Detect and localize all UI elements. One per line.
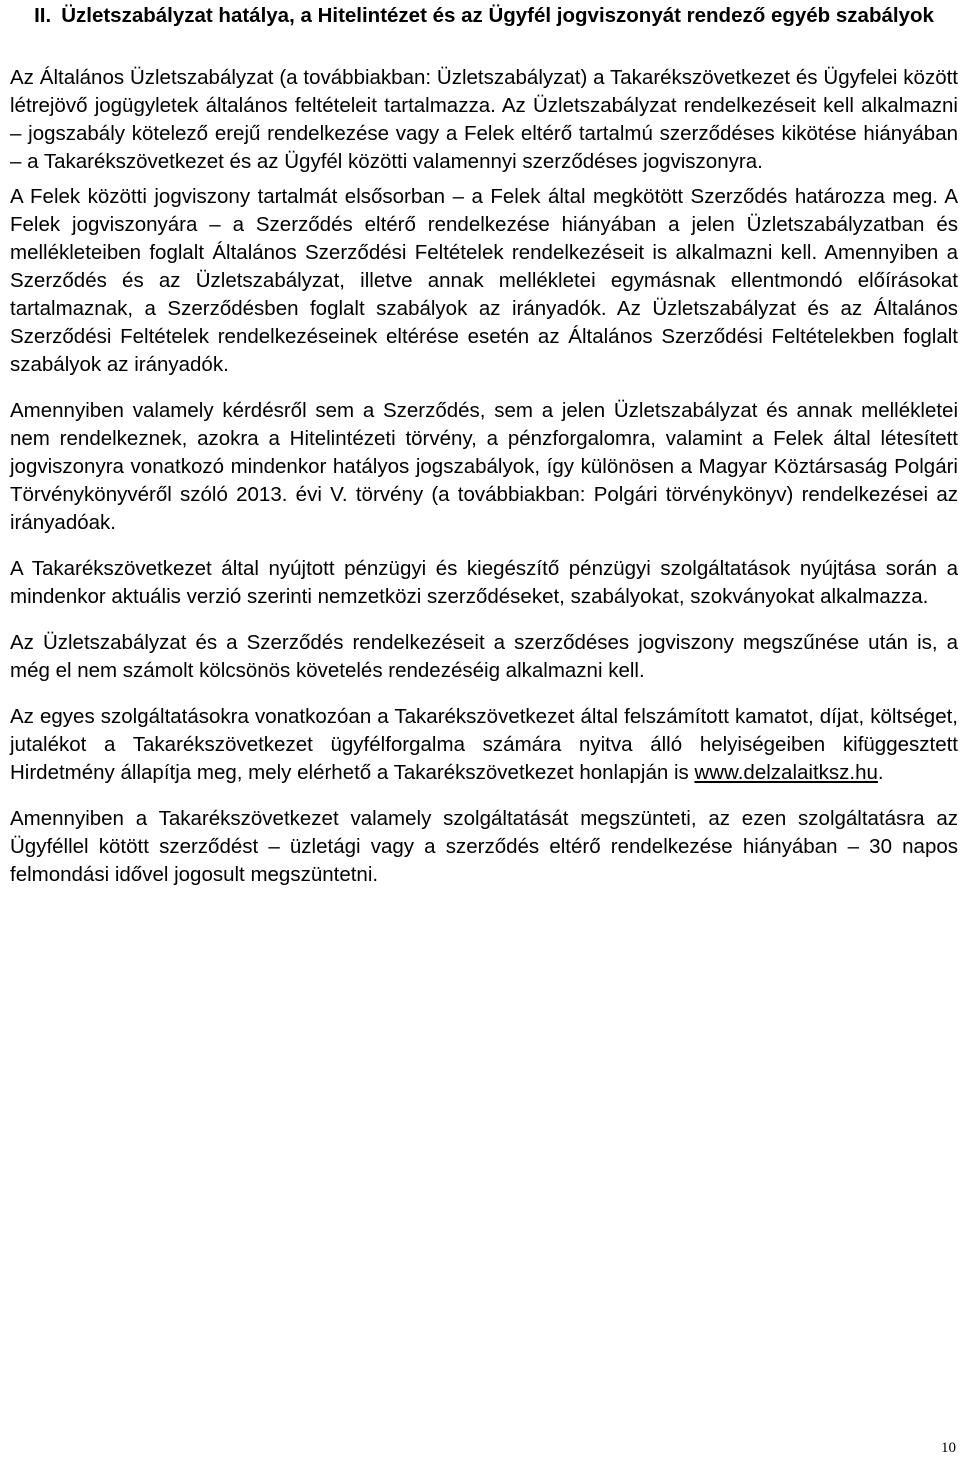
section-number: II. [34, 4, 52, 27]
page-number: 10 [941, 1440, 956, 1456]
paragraph-service-termination: Amennyiben a Takarékszövetkezet valamely szolgáltatását megszünteti, az ezen szolgáltatásra az Ügyféllel kötött szerződést – üzletági vagy a szerződés eltérő rendelkezése hiányában – 30 napos felmondási idővel jogosult megszüntetni. [10, 807, 958, 886]
section-heading [10, 2, 958, 30]
paragraph-after-termination: Az Üzletszabályzat és a Szerződés rendelkezéseit a szerződéses jogviszony megszűnése után is, a még el nem számolt kölcsönös követelés rendezéséig alkalmazni kell. [10, 631, 958, 682]
fees-text-end: . [877, 761, 884, 784]
paragraph-contract-priority: A Felek közötti jogviszony tartalmát elsősorban – a Felek által megkötött Szerződés határozza meg. A Felek jogviszonyára – a Szerződés eltérő rendelkezése hiányában a jelen Üzletszabályzatban és mellékleteiben foglalt Általános Szerződési Feltételek rendelkezéseit is alkalmazni kell. Amennyiben a Szerződés és az Üzletszabályzat, illetve annak mellékletei egymásnak ellentmondó előírásokat tartalmaznak, a Szerződésben foglalt szabályok az irányadók. Az Üzletszabályzat és az Általános Szerződési Feltételek rendelkezéseinek eltérése esetén az Általános Szerződési Feltételekben foglalt szabályok az irányadók. [10, 185, 958, 376]
fees-text: Az egyes szolgáltatásokra vonatkozóan a Takarékszövetkezet által felszámított kamatot, díjat, költséget, jutalékot a Takarékszövetkezet ügyfélforgalma számára nyitva álló helyiségeiben kifüggesztett Hirdetmény állapítja meg, mely elérhető a Takarékszövetkezet honlapján is [10, 705, 958, 784]
paragraph-fees-announcement [10, 703, 958, 787]
paragraph-international-rules: A Takarékszövetkezet által nyújtott pénzügyi és kiegészítő pénzügyi szolgáltatások nyújtása során a mindenkor aktuális verzió szerinti nemzetközi szerződéseket, szabályokat, szokványokat alkalmazza. [10, 557, 958, 608]
section-title: Üzletszabályzat hatálya, a Hitelintézet és az Ügyfél jogviszonyát rendező egyéb szabályok [61, 4, 934, 27]
paragraph-scope: Az Általános Üzletszabályzat (a továbbiakban: Üzletszabályzat) a Takarékszövetkezet és Ügyfelei között létrejövő jogügyletek általános feltételeit tartalmazza. Az Üzletszabályzat rendelkezéseit kell alkalmazni – jogszabály kötelező erejű rendelkezése vagy a Felek eltérő tartalmú szerződéses kikötése hiányában – a Takarékszövetkezet és az Ügyfél közötti valamennyi szerződéses jogviszonyra. [10, 66, 958, 173]
paragraph-applicable-law: Amennyiben valamely kérdésről sem a Szerződés, sem a jelen Üzletszabályzat és annak mellékletei nem rendelkeznek, azokra a Hitelintézeti törvény, a pénzforgalomra, valamint a Felek által létesített jogviszonyra vonatkozó mindenkor hatályos jogszabályok, így különösen a Magyar Köztársaság Polgári Törvénykönyvéről szóló 2013. évi V. törvény (a továbbiakban: Polgári törvénykönyv) rendelkezései az irányadóak. [10, 399, 958, 534]
document-page [10, 0, 958, 889]
website-link[interactable]: www.delzalaitksz.hu [694, 761, 878, 784]
